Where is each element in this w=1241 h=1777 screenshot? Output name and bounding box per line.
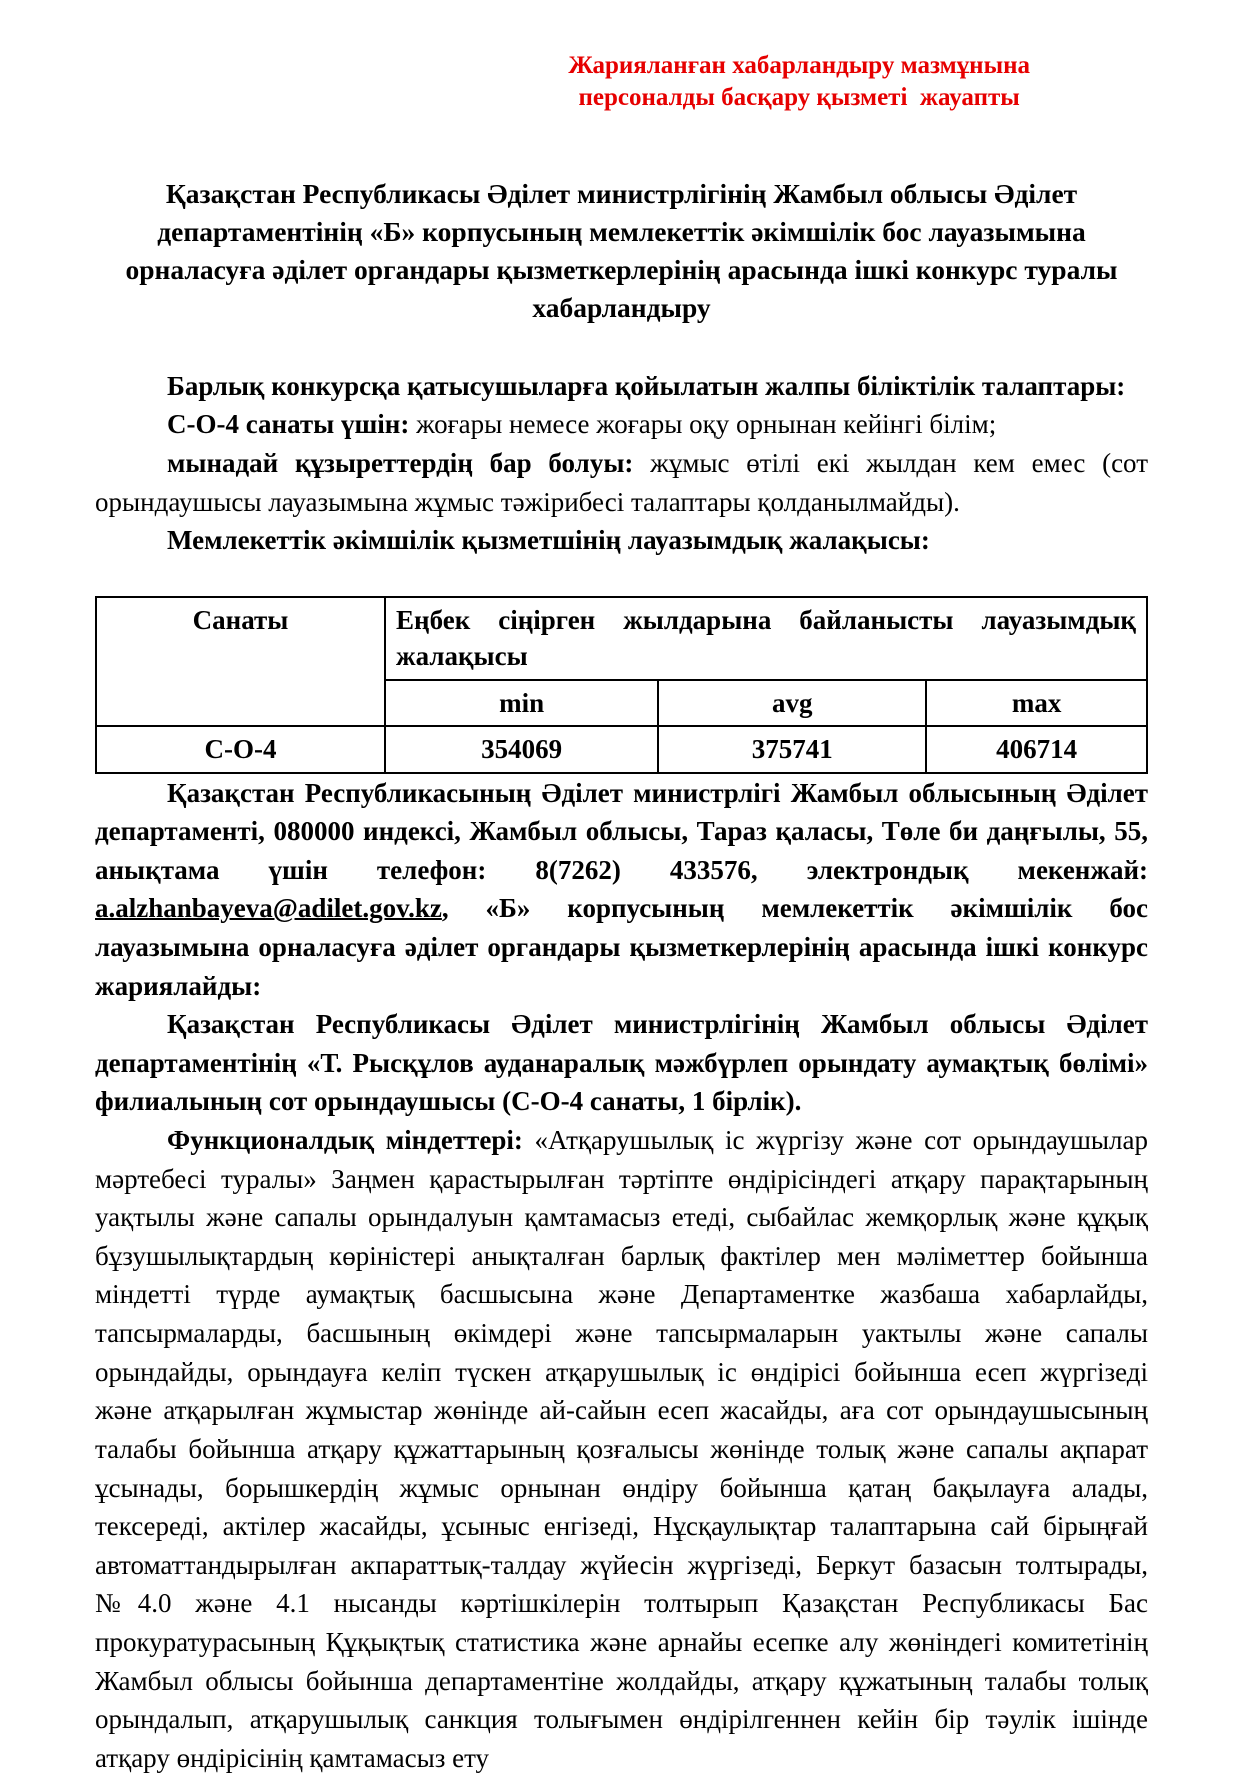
salary-table-min-header: min bbox=[385, 680, 658, 726]
salary-max-value: 406714 bbox=[926, 726, 1147, 772]
contact-text-before-email: Қазақстан Республикасының Әділет министрлігі Жамбыл облысының Әділет департаменті, 080000 индексі, Жамбыл облысы, Тараз қаласы, Төле би даңғылы, 55, анықтама үшін телефон: 8(7262) 433576, электрондық мекенжай: bbox=[95, 777, 1148, 885]
salary-heading: Мемлекеттік әкімшілік қызметшінің лауазымдық жалақысы: bbox=[167, 525, 930, 556]
category-label: С-О-4 санаты үшін: bbox=[167, 409, 410, 440]
salary-table-category-header: Санаты bbox=[96, 597, 385, 726]
vacant-position-text: Қазақстан Республикасы Әділет министрлігінің Жамбыл облысы Әділет департаментінің «Т. Рысқұлов ауданаралық мәжбүрлеп орындату аумақтық бөлімі» филиалының сот орындаушысы (С-О-4 санаты, 1 бірлік). bbox=[95, 1009, 1148, 1117]
responsibility-note bbox=[568, 50, 1030, 113]
paragraph-competency-requirement bbox=[95, 444, 1148, 521]
salary-table-header-row bbox=[96, 597, 1147, 680]
paragraph-vacant-position bbox=[95, 1005, 1148, 1121]
paragraph-contact-announcement bbox=[95, 774, 1148, 1006]
responsibility-note-line2: персоналды басқару қызметі жауапты bbox=[578, 83, 1020, 111]
functional-duties-label: Функционалдық міндеттері: bbox=[167, 1125, 523, 1156]
email-link[interactable]: a.alzhanbayeva@adilet.gov.kz bbox=[95, 893, 442, 924]
competency-label: мынадай құзыреттердің бар болуы: bbox=[167, 447, 634, 478]
paragraph-functional-duties bbox=[95, 1121, 1148, 1777]
general-requirements-heading: Барлық конкурсқа қатысушыларға қойылатын жалпы біліктілік талаптары: bbox=[167, 370, 1126, 401]
competency-text: жұмыс өтілі екі жылдан кем емес (сот орындаушысы лауазымына жұмыс тәжірибесі талаптары қолданылмайды). bbox=[95, 447, 1149, 517]
page-title: Қазақстан Республикасы Әділет министрлігінің Жамбыл облысы Әділет департаментінің «Б» корпусының мемлекеттік әкімшілік бос лауазымына орналасуға әділет органдары қызметкерлерінің арасында ішкі конкурс туралы хабарландыру bbox=[125, 178, 1118, 323]
category-text: жоғары немесе жоғары оқу орнынан кейінгі білім; bbox=[409, 409, 997, 440]
paragraph-salary-heading bbox=[95, 521, 1148, 560]
salary-table-data-row bbox=[96, 726, 1147, 772]
salary-table-max-header: max bbox=[926, 680, 1147, 726]
responsibility-note-line1: Жарияланған хабарландыру мазмұнына bbox=[568, 52, 1030, 79]
salary-avg-value: 375741 bbox=[658, 726, 926, 772]
paragraph-category-requirement bbox=[95, 405, 1148, 444]
functional-duties-text: «Атқарушылық іс жүргізу және сот орындаушылар мәртебесі туралы» Заңмен қарастырылған тәртіпте өндірісіндегі атқару парақтарының уақтылы және сапалы орындалуын қамтамасыз етеді, сыбайлас жемқорлық және құқық бұзушылықтардың көріністері анықталған барлық фактілер мен мәліметтер бойынша міндетті түрде аумақтық басшысына және Департаментке жазбаша хабарлайды, тапсырмаларды, басшының өкімдері және тапсырмаларын уактылы және сапалы орындайды, орындауға келіп түскен атқарушылық іс өндірісі бойынша есеп жүргізеді және атқарылған жұмыстар жөнінде ай-сайын есеп жасайды, аға сот орындаушысының талабы бойынша атқару құжаттарының қозғалысы жөнінде толық және сапалы ақпарат ұсынады, борышкердің жұмыс орнынан өндіру бойынша қатаң бақылауға алады, тексереді, актілер жасайды, ұсыныс енгізеді, Нұсқаулықтар талаптарына сай бірыңғай автоматтандырылған акпараттық-талдау жүйесін жүргізеді, Беркут базасын толтырады, №4.0 және 4.1 нысанды кәртішкілерін толтырып Қазақстан Республикасы Бас прокуратурасының Құқықтық статистика және арнайы есепке алу жөніндегі комитетінің Жамбыл облысы бойынша департаментіне жолдайды, атқару құжатының талабы толық орындалып, атқарушылық санкция толығымен өндірілгеннен кейін бір тәулік ішінде атқару өндірісінің қамтамасыз ету bbox=[95, 1125, 1148, 1773]
salary-min-value: 354069 bbox=[385, 726, 658, 772]
salary-table-avg-header: avg bbox=[658, 680, 926, 726]
paragraph-general-requirements bbox=[95, 367, 1148, 406]
contact-text-after-email: , «Б» корпусының мемлекеттік әкімшілік бос лауазымына орналасуға әділет органдары қызметкерлерінің арасында ішкі конкурс жариялайды: bbox=[95, 893, 1148, 1001]
salary-table-salary-header: Еңбек сіңірген жылдарына байланысты лауазымдық жалақысы bbox=[385, 597, 1147, 680]
salary-table bbox=[95, 596, 1148, 774]
salary-category-value: С-О-4 bbox=[96, 726, 385, 772]
